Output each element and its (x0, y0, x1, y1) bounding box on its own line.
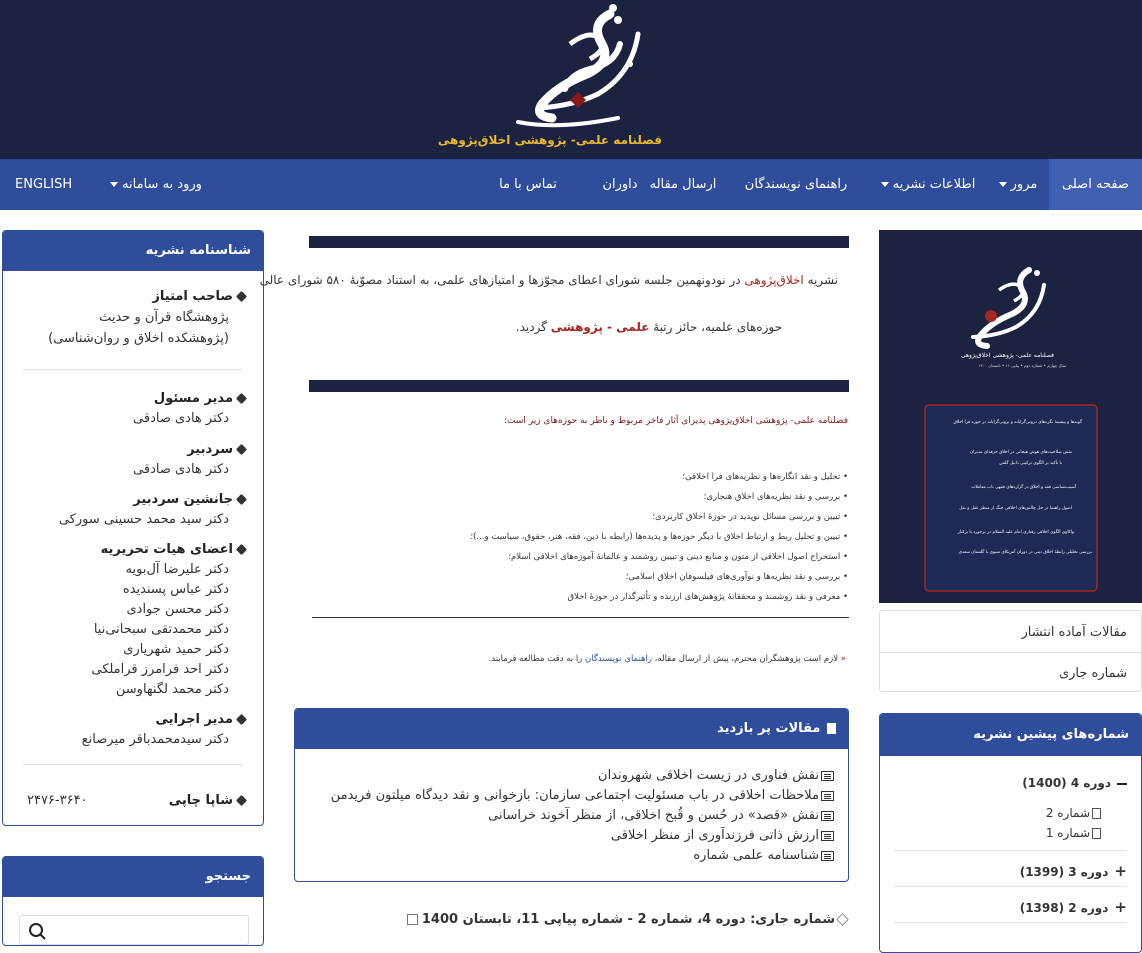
cover-toc-item: بررسی تحلیلی رابطهٔ اخلاق دینی در دوران آمریکای مینوی با گلستان سعدی (958, 550, 1092, 555)
owner-sub: (پژوهشکده اخلاق و روان‌شناسی) (48, 331, 229, 346)
newspaper-icon (821, 791, 834, 801)
scope-item: • تبیین و بررسی مسائل نوپدید در حوزهٔ اخلاق کاربردی؛ (652, 512, 848, 522)
layers-icon (836, 913, 848, 925)
cover-toc-item: گونه‌ها و پیشینهٔ نگره‌های درونی‌گرایانه و برونی‌گرایانه در حوزه فرا اخلاق (953, 420, 1082, 425)
plus-icon: + (1114, 862, 1127, 880)
popular-articles-panel (294, 708, 849, 882)
search-input[interactable] (19, 915, 249, 945)
nav-contact[interactable]: تماس با ما (499, 177, 557, 192)
popular-article-link[interactable]: شناسنامه علمی شماره (693, 848, 834, 863)
nav-reviewers[interactable]: داوران (602, 177, 638, 192)
intro-line-1: نشریه اخلاق‌پژوهی در نودونهمین جلسه شورای اعطای مجوّزها و امتیازهای علمی، به استناد مصوّبهٔ ۵۸۰ شورای عالی (259, 273, 838, 287)
volume-3-toggle[interactable]: +دوره 3 (1399) (1019, 862, 1127, 880)
scope-item: • تحلیل و نقد انگاره‌ها و نظریه‌های فرا اخلاقی؛ (682, 472, 848, 482)
chief-label: سردبیر (187, 442, 247, 457)
panel-title: جستجو (3, 857, 263, 897)
board-member: دکتر محسن جوادی (126, 602, 229, 617)
popular-article-link[interactable]: نقش فناوری در زیست اخلاقی شهروندان (598, 768, 834, 783)
volume-4-toggle[interactable]: دوره 4 (1400) (1022, 776, 1127, 790)
exec-name: دکتر سیدمحمدباقر میرصانع (81, 732, 229, 747)
chevron-down-icon (110, 182, 118, 187)
panel-title: مقالات پر بازدید (295, 709, 848, 749)
board-label: اعضای هیات تحریریه (101, 542, 247, 557)
issn-label: شاپا چاپی (169, 793, 247, 808)
cover-toc-item: با تأکید بر الگوی ترکیبی دانیل گلمن (999, 461, 1062, 466)
journal-name-highlight: اخلاق‌پژوهی (744, 273, 804, 287)
board-member: دکتر علیرضا آل‌بویه (125, 562, 229, 577)
plus-icon: + (1114, 898, 1127, 916)
current-issue-link[interactable]: شماره جاری (1058, 666, 1127, 681)
nav-journal-info[interactable] (868, 159, 984, 210)
deputy-label: جانشین سردبیر (133, 492, 247, 507)
rank-highlight: علمی - پژوهشی (550, 320, 650, 334)
issue-link[interactable]: شماره 2 (1046, 806, 1101, 820)
nav-browse-label: مرور (1010, 177, 1038, 192)
board-member: دکتر محمد لگنهاوسن (115, 682, 229, 697)
deputy-name: دکتر سید محمد حسینی سورکی (58, 512, 229, 527)
scope-item: • تبیین و تحلیل ربط و ارتباط اخلاق با دیگر حوزه‌ها و پدیده‌ها (رابطه با دین، فقه، هنر، حقوق، سیاست و...)؛ (470, 532, 848, 542)
cube-icon (236, 444, 247, 455)
ready-articles-link[interactable]: مقالات آماده انتشار (1021, 625, 1127, 640)
manager-label: مدیر مسئول (154, 391, 247, 406)
nav-author-guide[interactable]: راهنمای نویسندگان (744, 177, 848, 192)
pdf-icon (407, 914, 418, 925)
nav-english[interactable]: ENGLISH (15, 177, 73, 192)
cover-subtitle: سال چهارم • شماره دوم • پیاپی ۱۱ • تابستان ۱۴۰۰ (978, 363, 1066, 368)
nav-browse[interactable] (986, 159, 1046, 210)
cover-toc-item: نقش صلاحیت‌های هوش هیجانی در اخلاق حرفه‌ای مدیران (969, 450, 1072, 455)
journal-identity-panel (2, 230, 264, 826)
board-member: دکتر احد فرامرز قراملکی (91, 662, 229, 677)
current-issue-heading[interactable]: شماره جاری: دوره 4، شماره 2 - شماره پیاپی 11، تابستان 1400 (407, 912, 848, 927)
chevron-down-icon (999, 182, 1007, 187)
cube-icon (236, 544, 247, 555)
author-note: « لازم است پژوهشگران محترم، پیش از ارسال مقاله، راهنمای نویسندگان را به دقت مطالعه فرمایند. (488, 654, 846, 664)
issue-link[interactable]: شماره 1 (1046, 826, 1101, 840)
logo-tagline: فصلنامه علمی- پژوهشی اخلاق‌پژوهی (437, 133, 662, 147)
popular-article-link[interactable]: ملاحظات اخلاقی در باب مسئولیت اجتماعی سازمان: بازخوانی و نقد دیدگاه میلتون فریدمن (331, 788, 834, 803)
issn-value: ۲۴۷۶-۳۶۴۰ (27, 793, 88, 808)
panel-title: شماره‌های پیشین نشریه (880, 714, 1141, 756)
scope-item: • معرفی و نقد روشمند و محققانهٔ پژوهش‌های ارزنده و تأثیرگذار در حوزهٔ اخلاق (567, 592, 848, 602)
cover-tagline: فصلنامه علمی- پژوهشی اخلاق‌پژوهی (960, 352, 1054, 359)
header-banner (0, 0, 1142, 159)
exec-label: مدیر اجرایی (156, 712, 247, 727)
cube-icon (236, 714, 247, 725)
cube-icon (236, 494, 247, 505)
divider-bar (309, 236, 849, 248)
popular-article-link[interactable]: ارزش ذاتی فرزندآوری از منظر اخلاقی (611, 828, 834, 843)
nav-login-label: ورود به سامانه (122, 177, 202, 192)
newspaper-icon (821, 851, 834, 861)
file-icon (1092, 808, 1101, 819)
file-icon (1092, 828, 1101, 839)
cube-icon (236, 291, 247, 302)
cover-toc-item: آسیب‌شناسی فقه و اخلاق در گزاره‌های فقهی باب معاملات (971, 485, 1076, 490)
nav-home[interactable]: صفحه اصلی (1049, 159, 1142, 210)
cover-toc-item: واکاوی الگوی اخلاقی رفتاری امام عليه السلام در برخورد با برکنار (957, 530, 1074, 535)
scope-title: فصلنامه علمی- پژوهشی اخلاق‌پژوهی پذیرای آثار فاخر مربوط و ناظر به حوزه‌های زیر است: (503, 416, 848, 426)
journal-cover-image[interactable] (879, 230, 1142, 603)
calligraphy-logo-icon (470, 4, 680, 134)
board-member: دکتر محمدتقی سبحانی‌نیا (93, 622, 229, 637)
archive-panel (879, 713, 1142, 953)
cover-logo-icon (879, 230, 1142, 603)
search-icon (28, 922, 48, 942)
chevron-down-icon (881, 182, 889, 187)
scope-item: • بررسی و نقد نظریه‌های اخلاق هنجاری؛ (703, 492, 848, 502)
cube-icon (236, 795, 247, 806)
main-nav (0, 159, 1142, 210)
search-panel (2, 856, 264, 946)
nav-submit[interactable]: ارسال مقاله (649, 177, 717, 192)
scope-item: • بررسی و نقد نظریه‌ها و نوآوری‌های فیلسوفان اخلاق اسلامی؛ (625, 572, 848, 582)
volume-2-toggle[interactable]: +دوره 2 (1398) (1019, 898, 1127, 916)
newspaper-icon (821, 771, 834, 781)
file-icon (827, 723, 836, 734)
divider-bar (309, 380, 849, 392)
newspaper-icon (821, 811, 834, 821)
panel-title: شناسنامه نشریه (3, 231, 263, 271)
chief-name: دکتر هادی صادقی (133, 462, 229, 477)
board-member: دکتر عباس پسندیده (122, 582, 229, 597)
manager-name: دکتر هادی صادقی (133, 411, 229, 426)
nav-login[interactable] (104, 159, 204, 210)
author-guide-link[interactable]: راهنمای نویسندگان (585, 654, 652, 664)
scope-item: • استخراج اصول اخلاقی از متون و منابع دینی و تبیین روشمند و عالمانهٔ آموزه‌های اخلاقی اسلام؛ (508, 552, 848, 562)
cover-toc-item: اصول راهنما در حل چالش‌های اخلاقی جنگ از منظر عقل و نقل (959, 506, 1072, 511)
owner-label: صاحب امتیاز (152, 289, 247, 304)
minus-icon (1117, 783, 1127, 785)
popular-article-link[interactable]: نقش «قصد» در حُسن و قُبح اخلاقی، از منظر آخوند خراسانی (488, 808, 834, 823)
cube-icon (236, 393, 247, 404)
newspaper-icon (821, 831, 834, 841)
intro-line-2: حوزه‌های علمیه، حائز رتبهٔ علمی - پژوهشی گردید. (515, 320, 782, 334)
board-member: دکتر حمید شهریاری (123, 642, 229, 657)
owner-name: پژوهشگاه قرآن و حدیث (99, 310, 229, 325)
side-links-box (879, 610, 1142, 692)
nav-info-label: اطلاعات نشریه (892, 177, 976, 192)
